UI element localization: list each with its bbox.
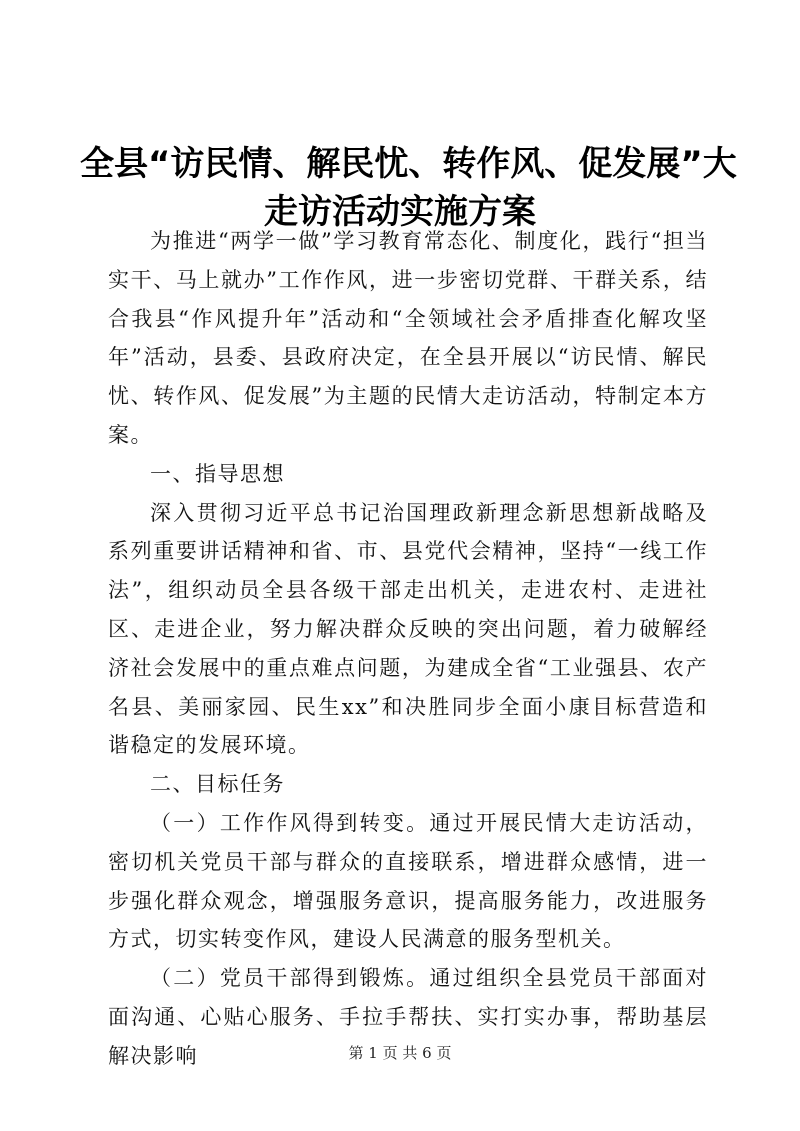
goal-item-2-paragraph: （二）党员干部得到锻炼。通过组织全县党员干部面对面沟通、心贴心服务、手拉手帮扶、实打实办事，帮助基层解决影响	[108, 966, 708, 1068]
goal-item-1-paragraph: （一）工作作风得到转变。通过开展民情大走访活动，密切机关党员干部与群众的直接联系，增进群众感情，进一步强化群众观念，增强服务意识，提高服务能力，改进服务方式，切实转变作风，建设人民满意的服务型机关。	[108, 810, 708, 952]
title-line-1: 全县“访民情、解民忧、转作风、促发展”大	[80, 144, 737, 184]
page-number-footer: 第 1 页 共 6 页	[348, 1044, 452, 1062]
title-line-2: 走访活动实施方案	[264, 192, 536, 232]
intro-paragraph: 为推进“两学一做”学习教育常态化、制度化，践行“担当实干、马上就办”工作作风，进一步密切党群、干群关系，结合我县“作风提升年”活动和“全领域社会矛盾排查化解攻坚年”活动，县委、县政府决定，在全县开展以“访民情、解民忧、转作风、促发展”为主题的民情大走访活动，特制定本方案。	[108, 229, 708, 447]
guiding-thought-paragraph: 深入贯彻习近平总书记治国理政新理念新思想新战略及系列重要讲话精神和省、市、县党代会精神，坚持“一线工作法”，组织动员全县各级干部走出机关，走进农村、走进社区、走进企业，努力解决群众反映的突出问题，着力破解经济社会发展中的重点难点问题，为建成全省“工业强县、农产名县、美丽家园、民生xx”和决胜同步全面小康目标营造和谐稳定的发展环境。	[108, 500, 708, 758]
document-body	[108, 222, 708, 1076]
section-heading-guiding-thought: 一、指导思想	[150, 461, 285, 486]
section-heading-goals: 二、目标任务	[150, 772, 285, 797]
